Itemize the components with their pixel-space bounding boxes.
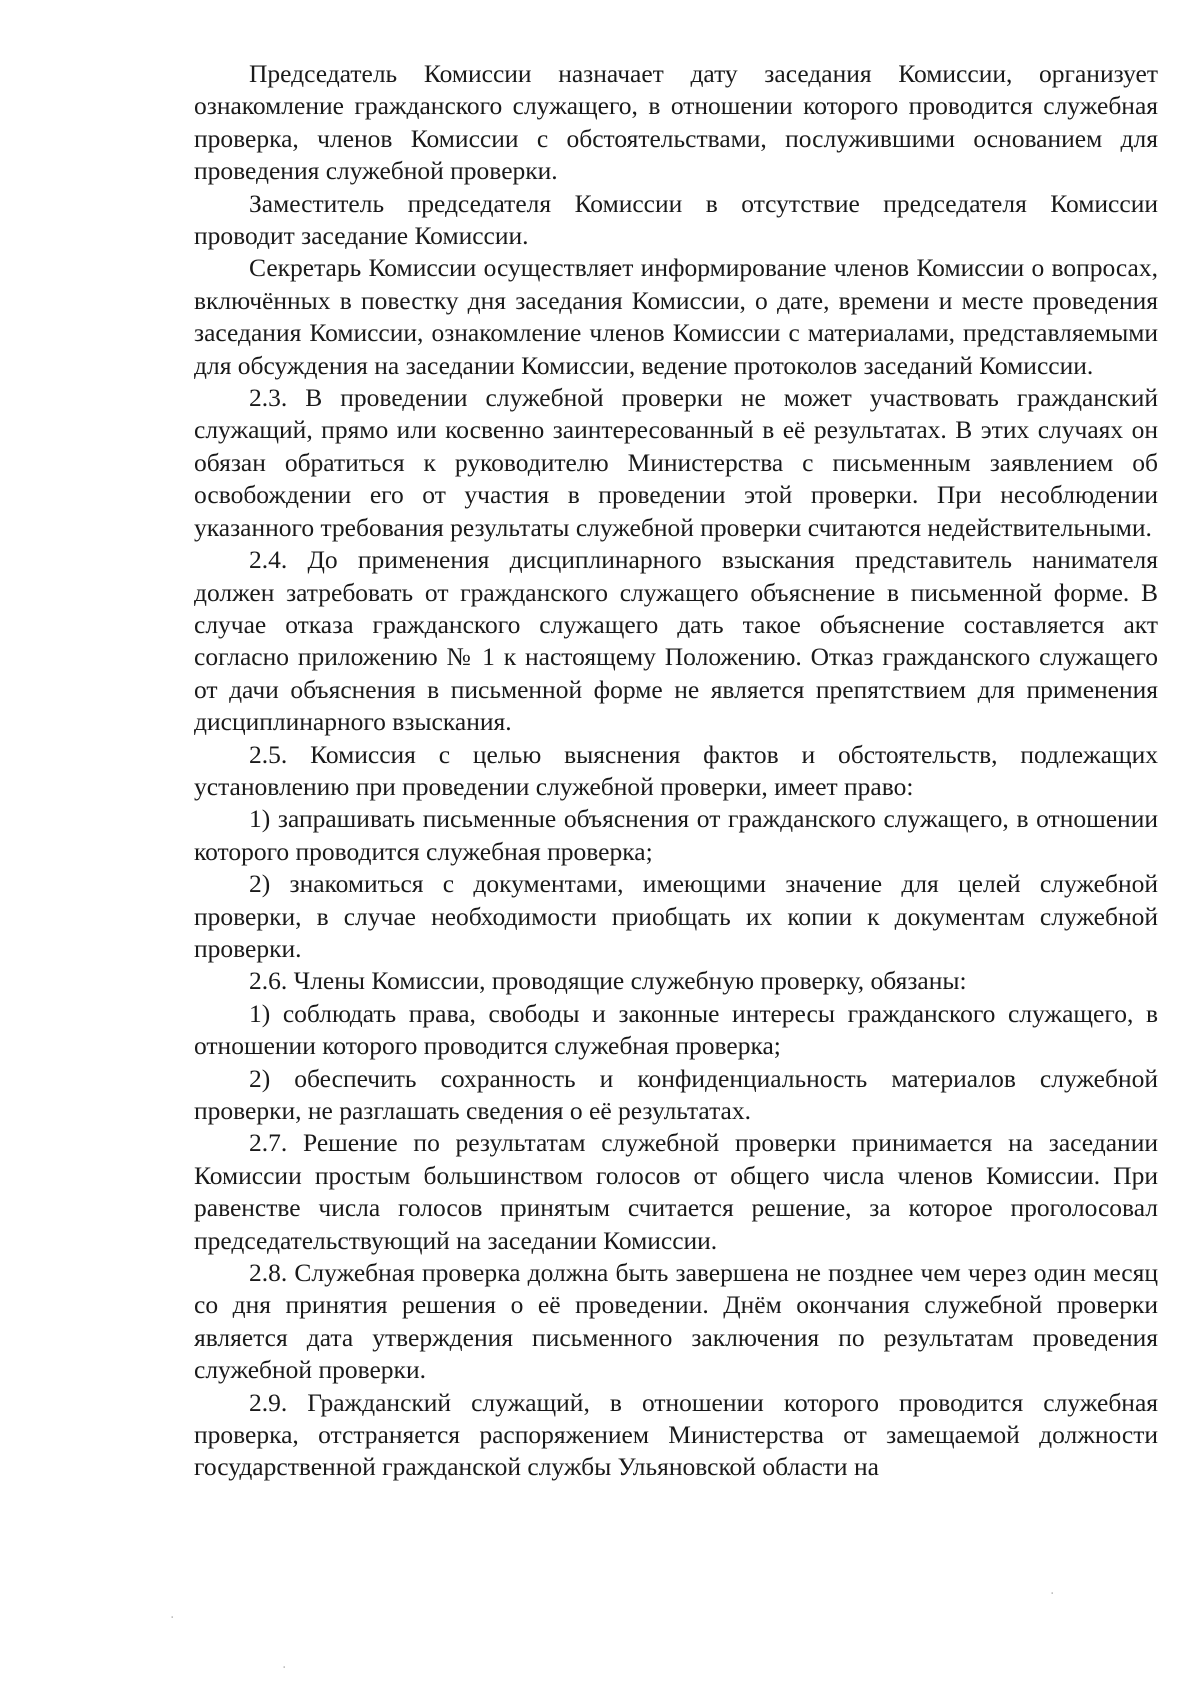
paragraph-chairman-duties: Председатель Комиссии назначает дату заседания Комиссии, организует ознакомление гражданского служащего, в отношении которого проводится служебная проверка, членов Комиссии с обстоятельствами, послужившими основанием для проведения служебной проверки. [194, 59, 1158, 186]
scan-speck: · [282, 1660, 287, 1676]
paragraph-2-6-item-2: 2) обеспечить сохранность и конфиденциальность материалов служебной проверки, не разглашать сведения о её результатах. [194, 1063, 1158, 1125]
paragraph-2-3: 2.3. В проведении служебной проверки не может участвовать гражданский служащий, прямо или косвенно заинтересованный в её результатах. В этих случаях он обязан обратиться к руководителю Министерства с письменным заявлением об освобождении его от участия в проведении этой проверки. При несоблюдении указанного требования результаты служебной проверки считаются недействительными. [194, 383, 1158, 542]
paragraph-secretary-duties: Секретарь Комиссии осуществляет информирование членов Комиссии о вопросах, включённых в повестку дня заседания Комиссии, о дате, времени и месте проведения заседания Комиссии, ознакомление членов Комиссии с материалами, представляемыми для обсуждения на заседании Комиссии, ведение протоколов заседаний Комиссии. [194, 253, 1158, 380]
paragraph-2-5-item-2: 2) знакомиться с документами, имеющими значение для целей служебной проверки, в случае необходимости приобщать их копии к документам служебной проверки. [194, 869, 1158, 963]
paragraph-2-8: 2.8. Служебная проверка должна быть завершена не позднее чем через один месяц со дня принятия решения о её проведении. Днём окончания служебной проверки является дата утверждения письменного заключения по результатам проведения служебной проверки. [194, 1258, 1158, 1385]
paragraph-2-6: 2.6. Члены Комиссии, проводящие служебную проверку, обязаны: [249, 966, 967, 996]
paragraph-2-5: 2.5. Комиссия с целью выяснения фактов и обстоятельств, подлежащих установлению при проведении служебной проверки, имеет право: [194, 739, 1158, 801]
scan-speck: · [170, 1610, 175, 1626]
scan-speck: · [1050, 1586, 1055, 1602]
paragraph-2-4: 2.4. До применения дисциплинарного взыскания представитель нанимателя должен затребовать от гражданского служащего объяснение в письменной форме. В случае отказа гражданского служащего дать такое объяснение составляется акт согласно приложению № 1 к настоящему Положению. Отказ гражданского служащего от дачи объяснения в письменной форме не является препятствием для применения дисциплинарного взыскания. [194, 545, 1158, 737]
paragraph-2-6-item-1: 1) соблюдать права, свободы и законные интересы гражданского служащего, в отношении которого проводится служебная проверка; [194, 998, 1158, 1061]
paragraph-deputy-chairman: Заместитель председателя Комиссии в отсутствие председателя Комиссии проводит заседание Комиссии. [194, 188, 1158, 251]
paragraph-2-7: 2.7. Решение по результатам служебной проверки принимается на заседании Комиссии простым большинством голосов от общего числа членов Комиссии. При равенстве числа голосов принятым считается решение, за которое проголосовал председательствующий на заседании Комиссии. [194, 1128, 1158, 1255]
paragraph-2-9: 2.9. Гражданский служащий, в отношении которого проводится служебная проверка, отстраняется распоряжением Министерства от замещаемой должности государственной гражданской службы Ульяновской области на [194, 1387, 1158, 1482]
document-page [194, 58, 1158, 1484]
paragraph-2-5-item-1: 1) запрашивать письменные объяснения от гражданского служащего, в отношении которого проводится служебная проверка; [194, 804, 1158, 866]
